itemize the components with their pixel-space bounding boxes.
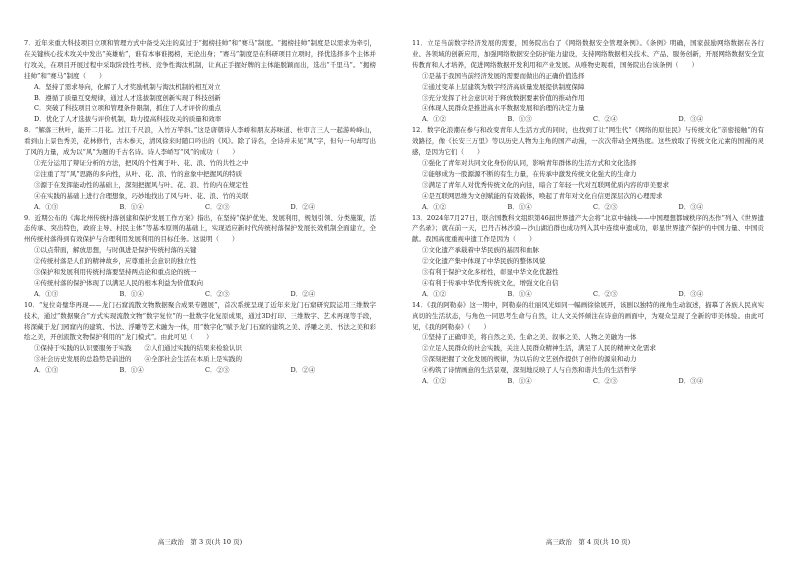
statement: ④有利于传承中华优秀传统文化，增强文化自信	[422, 278, 559, 287]
right-column	[412, 38, 764, 387]
choice-c: C．②③	[593, 377, 618, 386]
choice-d: D．③④	[678, 377, 704, 386]
statement: ③满足了青年人对优秀传统文化的向往，暗合了年轻一代对互联网优质内容的审美要求	[422, 180, 669, 189]
choice-d: D．③④	[678, 289, 704, 298]
question-stem: 8．“解落三秋叶，能开二月花。过江千尺浪，入竹万竿斜。”这是唐朝诗人李峤和朋友苏味道、杜审言三人一起游岭峰山，看到山上景色秀美，花林修竹，古木参天，清风徐来时随口吟出的《风》。除了诗名，全诗并未见“风”字，但句一句却写出了风的力量，成为以“风”为题的千古名诗。诗人李峤写“风”的成功（ ）	[24, 126, 376, 157]
statement: ①是基于我国当前经济发展的需要而做出的正确价值选择	[422, 71, 585, 80]
statement: ④是互联网思维为文创赋能的有效载体，唤起了青年对文化自信更深层次的心理需求	[422, 191, 663, 200]
choice-b: B．①④	[507, 289, 532, 298]
question-13	[412, 213, 764, 300]
question-stem: 7．近年来重大科技项目立项和管理方式中备受关注的莫过于“揭榜挂帅”和“赛马”制度。“揭榜挂帅”制度是以需求为牵引，在关键核心技术攻关中发出“英雄帖”，谁有本事谁揭榜，无论出身；“赛马”制度是在科研项目立项时，择优选择多个主体并行攻关，在项目开展过程中采取阶段性考核、竞争性淘汰机制，让真正手握好牌的主体能脱颖而出，选出“千里马”。“揭榜挂帅”和“赛马”制度（ ）	[24, 39, 376, 80]
choice-b: B．①③	[507, 115, 532, 124]
question-7	[24, 38, 376, 125]
statement: ①保持于实践的认识要服务于实践 ②人们通过实践的结果来检验认识	[34, 344, 242, 353]
choice-d: D．②④	[290, 366, 316, 375]
statement: ③保护和发展利用传统村落要坚持两点论和重点论的统一	[34, 268, 197, 277]
answer-choices	[412, 289, 764, 300]
option: B．遵循了质量互变规律，通过人才选拔制度创新实现了科技创新	[34, 93, 221, 102]
statement: ①文化遗产承载着中华民族的基因和血脉	[422, 246, 539, 255]
choice-c: C．②③	[205, 289, 230, 298]
answer-choices	[24, 365, 376, 376]
statement: ③社会历史发展的总趋势是前进的 ④全部社会生活在本质上是实践的	[34, 355, 242, 364]
choice-b: B．①④	[119, 366, 144, 375]
option: A．坚持了需求导向，化解了人才奖励机制与淘汰机制的相互对立	[34, 82, 221, 91]
question-stem: 10．“复位奇璧华再现——龙门石窟流散文物数据聚合成果专题展”，首次系统呈现了近年来龙门石窟研究院运用三维数字技术，通过“数据聚合”方式实现流散文物“数字复位”的一批数字化复原成果，通过3D打印、三维数字、艺术再现等手段，将深藏于龙门园窟内的建筑、书法、浮雕等艺术融为一体，用“数字化”赋予龙门石窟的建筑之美、浮雕之美、书法之美和彩绘之美，开创流散文物保护利用的“龙门模式”。由此可见（ ）	[24, 300, 376, 342]
choice-d: D．②④	[290, 202, 316, 211]
statement: ①以点带面，解放思想，与时俱进是保护传统村落的关键	[34, 246, 197, 255]
statement: ④传统村落的保护体现了以满足人民的根本利益为价值取向	[34, 278, 203, 287]
page-footer-left: 高三政治 第 3 页(共 10 页)	[157, 538, 243, 546]
question-stem: 14．《我的阿勒泰》这一期中，阿勒泰的壮丽风光如同一幅画徐徐展开，该剧以独特的视角生动叙述，描摹了各族人民真实真切的生活状态，与角色一同思考生命与自然，让人文关怀倾注在诗意的画面中，为观众呈现了全新的审美体验。由此可见，《我的阿勒泰》（ ）	[412, 300, 764, 331]
statement: ②注重了写“风”思路的多向性，从叶、花、浪、竹的意象中把握风的特质	[34, 169, 243, 178]
choice-c: C．②③	[593, 289, 618, 298]
choice-c: C．②③	[205, 202, 230, 211]
choice-a: A．①③	[34, 202, 59, 211]
statement: ④体现人民群众是推进高水平数据发展和治理的决定力量	[422, 104, 585, 113]
statement: ④构筑了诗情画意的生活景观，深刻地反映了人与自然和谐共生的生活哲学	[422, 366, 637, 375]
question-stem: 13．2024年7月27日，联合国教科文组织第46届世界遗产大会将“北京中轴线——中国理想都城秩序的杰作”列入《世界遗产名录》；就在前一天，巴丹吉林沙漠—沙山湖泊群也成功列入其中连续申遗成功，彰显世界遗产保护的中国力量、中国贡献。我国高度重视申遗工作是因为（ ）	[412, 213, 764, 244]
answer-choices	[24, 289, 376, 300]
statement: ②传统村落是人们的精神故乡，应尊重社会意识的独立性	[34, 257, 197, 266]
question-stem: 9．近期公布的《海北州传统村落创建和保护发展工作方案》指出，在坚持“保护优先、发展利用，规划引领、分类施策，活态传承、突出特色，政府主导、村民主体”等基本原则的基础上，实现适应新时代传统村落保护发展长效机制全面建立，全州传统村落得到有效保护与合理利用发展利用的目标任务。这说明（ ）	[24, 213, 376, 244]
statement: ④在实践的基础上进行合理想象，巧妙地找出了风与叶、花、浪、竹的关联	[34, 191, 249, 200]
choice-a: A．①②	[422, 202, 447, 211]
option: D．优化了人才选拔与评价机制，助力提高科技攻关的质量和效率	[34, 115, 222, 124]
choice-c: C．②④	[593, 115, 618, 124]
page-footer-right: 高三政治 第 4 页(共 10 页)	[545, 538, 631, 546]
question-14	[412, 300, 764, 387]
choice-d: D．③④	[678, 115, 704, 124]
statement: ①坚持了正确审美，将自然之美、生命之美、叙事之美、人物之美融为一体	[422, 333, 637, 342]
choice-b: B．①④	[119, 202, 144, 211]
left-column	[24, 38, 376, 376]
question-10	[24, 300, 376, 376]
option: C．突破了科技项目立项和管理条件限制，抓住了人才评价的重点	[34, 104, 221, 113]
choice-b: B．①④	[507, 202, 532, 211]
choice-c: C．②③	[593, 202, 618, 211]
answer-choices	[412, 202, 764, 213]
question-8	[24, 125, 376, 212]
choice-d: D．③④	[678, 202, 704, 211]
question-11	[412, 38, 764, 125]
statement: ③有利于保护文化多样性，彰显中华文化优越性	[422, 268, 559, 277]
question-stem: 12．数字化浪潮在参与和改变青年人生活方式的同时，也找到了让“网生代”《网络的原住民》与传统文化“亲密接触”的有效路径，像《长安三万里》等以历史人物为主角的国产动漫，一次次带动全网热度。这些放取了传统文化元素的国漫的灵感，是因为它们（ ）	[412, 126, 764, 157]
answer-choices	[412, 114, 764, 125]
choice-b: B．①④	[507, 377, 532, 386]
choice-a: A．①②	[422, 115, 447, 124]
question-9	[24, 213, 376, 300]
statement: ②立足人民群众的社会实践，关注人民群众精神生活，满足了人民的精神文化需求	[422, 344, 656, 353]
choice-a: A．①②	[422, 289, 447, 298]
answer-choices	[24, 202, 376, 213]
choice-a: A．①②	[422, 377, 447, 386]
choice-d: D．②④	[290, 289, 316, 298]
choice-b: B．①④	[119, 289, 144, 298]
statement: ②通过变革上层建筑为数字经济高质量发展提供制度保障	[422, 82, 585, 91]
question-stem: 11．立足当前数字经济发展的需要，国务院出台了《网络数据安全管理条例》。《条例》明确，国家鼓励网络数据在各行业、各领域的创新应用，加强网络数据安全防护能力建设，支持网络数据相关技术、产品、服务创新，开展网络数据安全宣传教育和人才培养，促进网络数据开发利用和产业发展。从唯物史观看，国务院出台该条例（ ）	[412, 39, 764, 69]
statement: ①充分运用了辩证分析的方法，把风的个性寓于叶、花、浪、竹的共性之中	[34, 158, 249, 167]
statement: ③源于在发挥能动性的基础上，深刻把握风与叶、花、浪、竹的内在规定性	[34, 180, 249, 189]
statement: ①强化了青年对共同文化身份的认同，影响青年群体的生活方式和文化选择	[422, 158, 637, 167]
statement: ②文化遗产集中体现了中华民族的整体风貌	[422, 257, 546, 266]
choice-a: A．①③	[34, 289, 59, 298]
choice-c: C．②③	[205, 366, 230, 375]
answer-choices	[412, 376, 764, 387]
statement: ②能够成为一股源源不断的有生力量，在传承中激发传统文化强大的生命力	[422, 169, 637, 178]
question-12	[412, 125, 764, 212]
statement: ③充分发挥了社会意识对于释放数据要素价值的推动作用	[422, 93, 585, 102]
choice-a: A．①③	[34, 366, 59, 375]
statement: ③深刻把握了文化发展的规律，为以后的文艺创作提供了创作的源泉和动力	[422, 355, 637, 364]
